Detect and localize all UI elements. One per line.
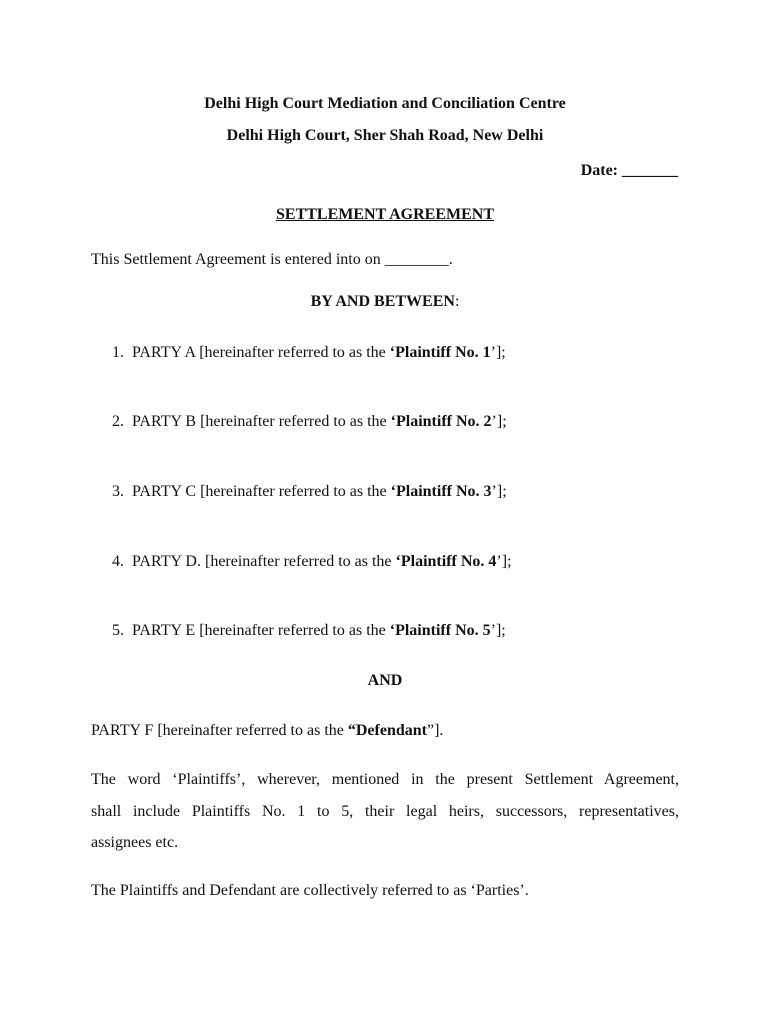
court-address: Delhi High Court, Sher Shah Road, New Delhi (226, 127, 544, 144)
party-closing: ’]; (496, 553, 512, 570)
party-number: 4. (112, 553, 124, 570)
defendant-description: PARTY F [hereinafter referred to as the (91, 722, 348, 739)
party-closing: ’]; (491, 413, 507, 430)
party-item-2 (112, 412, 507, 432)
party-closing: ’]; (491, 483, 507, 500)
date-field: Date: _______ (580, 162, 678, 179)
party-number: 5. (112, 622, 124, 639)
and-heading: AND (367, 672, 403, 689)
definition-line-1: The word ‘Plaintiffs’, wherever, mentioned in the present Settlement Agreement, (91, 771, 679, 788)
party-item-4 (112, 552, 512, 572)
definition-line-3: assignees etc. (91, 834, 179, 851)
party-designation: ‘Plaintiff No. 2 (390, 413, 492, 430)
party-designation: ‘Plaintiff No. 4 (395, 553, 497, 570)
party-number: 1. (112, 344, 124, 361)
party-closing: ’]; (490, 622, 506, 639)
party-description: PARTY E [hereinafter referred to as the (132, 622, 390, 639)
party-closing: ’]; (490, 344, 506, 361)
by-and-between-colon: : (454, 293, 460, 310)
party-description: PARTY C [hereinafter referred to as the (132, 483, 391, 500)
definition-line-2: shall include Plaintiffs No. 1 to 5, their legal heirs, successors, representatives, (91, 803, 679, 820)
document-title: SETTLEMENT AGREEMENT (276, 206, 494, 223)
party-item-1 (112, 343, 506, 363)
party-number: 2. (112, 413, 124, 430)
party-number: 3. (112, 483, 124, 500)
party-description: PARTY A [hereinafter referred to as the (132, 344, 390, 361)
party-item-5 (112, 621, 506, 641)
party-designation: ‘Plaintiff No. 1 (389, 344, 491, 361)
party-designation: ‘Plaintiff No. 3 (390, 483, 492, 500)
intro-sentence: This Settlement Agreement is entered into on ________. (91, 251, 453, 268)
collective-definition: The Plaintiffs and Defendant are collectively referred to as ‘Parties’. (91, 882, 529, 899)
defendant-designation: “Defendant (347, 722, 427, 739)
org-name: Delhi High Court Mediation and Conciliation Centre (204, 95, 566, 112)
by-and-between-heading (0, 292, 770, 312)
defendant-line (91, 721, 443, 741)
defendant-closing: ”]. (426, 722, 444, 739)
party-item-3 (112, 482, 507, 502)
party-designation: ‘Plaintiff No. 5 (389, 622, 491, 639)
party-description: PARTY B [hereinafter referred to as the (132, 413, 391, 430)
party-description: PARTY D. [hereinafter referred to as the (132, 553, 396, 570)
by-and-between-label: BY AND BETWEEN (310, 293, 455, 310)
